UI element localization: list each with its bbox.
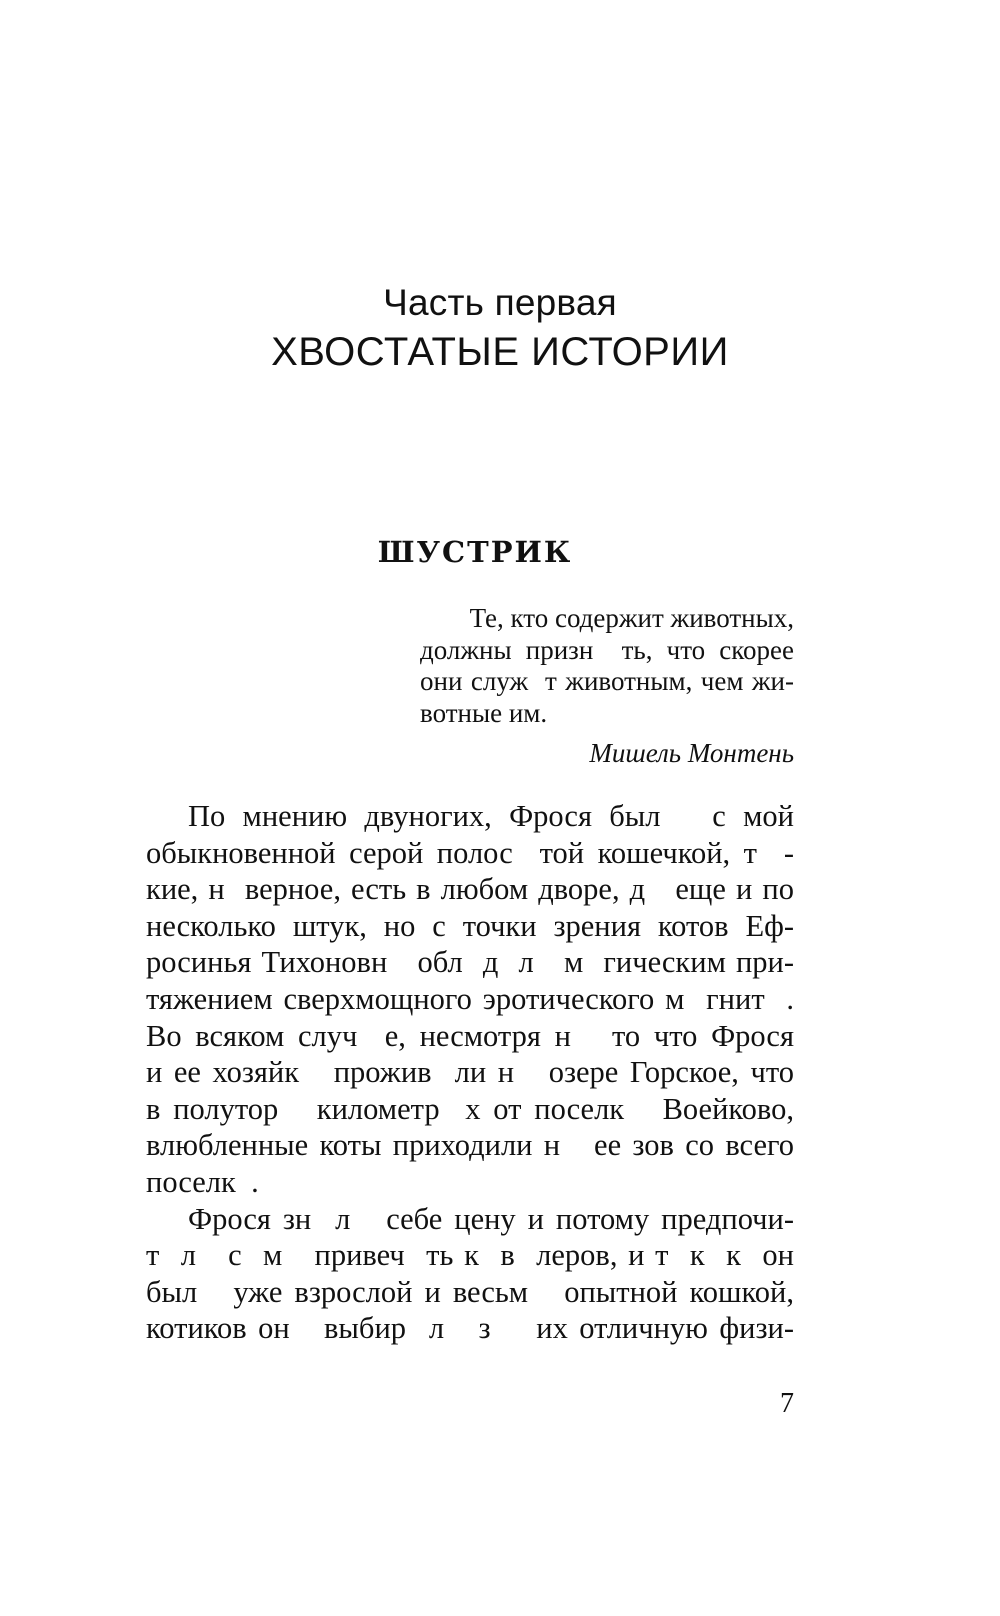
body-line: Во всяком случ е, несмотря н то что Фрося: [146, 1018, 794, 1053]
epigraph-line: должны призн ть, что скорее: [420, 634, 794, 665]
page-number: 7: [780, 1388, 794, 1419]
body-line: и ее хозяйк прожив ли н озере Горское, что: [146, 1055, 794, 1090]
part-title: ХВОСТАТЫЕ ИСТОРИИ: [271, 330, 729, 374]
part-label: Часть первая: [383, 282, 617, 323]
chapter-title: ШУСТРИК: [377, 535, 573, 569]
body-line: росинья Тихоновн обл д л м гическим при-: [146, 945, 794, 980]
body-line: был уже взрослой и весьм опытной кошкой,: [146, 1274, 794, 1309]
body-line: несколько штук, но с точки зрения котов Еф-: [146, 908, 794, 943]
body-line: обыкновенной серой полос той кошечкой, т -: [146, 835, 794, 870]
epigraph-line: они служ т животным, чем жи-: [420, 666, 794, 696]
body-line: тяжением сверхмощного эротического м гнит .: [146, 981, 794, 1016]
body-line: По мнению двуногих, Фрося был с мой: [188, 799, 794, 833]
epigraph-line: Те, кто содержит животных,: [469, 603, 794, 633]
body-line: в полутор километр х от поселк Воейково,: [146, 1091, 794, 1126]
epigraph-line: вотные им.: [420, 697, 548, 728]
body-line: котиков он выбир л з их отличную физи-: [146, 1311, 794, 1346]
epigraph: [420, 603, 794, 729]
body-line: влюбленные коты приходили н ее зов со всего: [146, 1128, 794, 1163]
body-line: поселк .: [146, 1164, 259, 1199]
body-text: [146, 798, 794, 1347]
body-line: кие, н верное, есть в любом дворе, д еще и по: [146, 872, 794, 907]
body-line: т л с м привеч ть к в леров, и т к к он: [146, 1238, 794, 1273]
body-line: Фрося зн л себе цену и потому предпочи-: [188, 1201, 794, 1236]
epigraph-author: Мишель Монтень: [589, 738, 794, 768]
